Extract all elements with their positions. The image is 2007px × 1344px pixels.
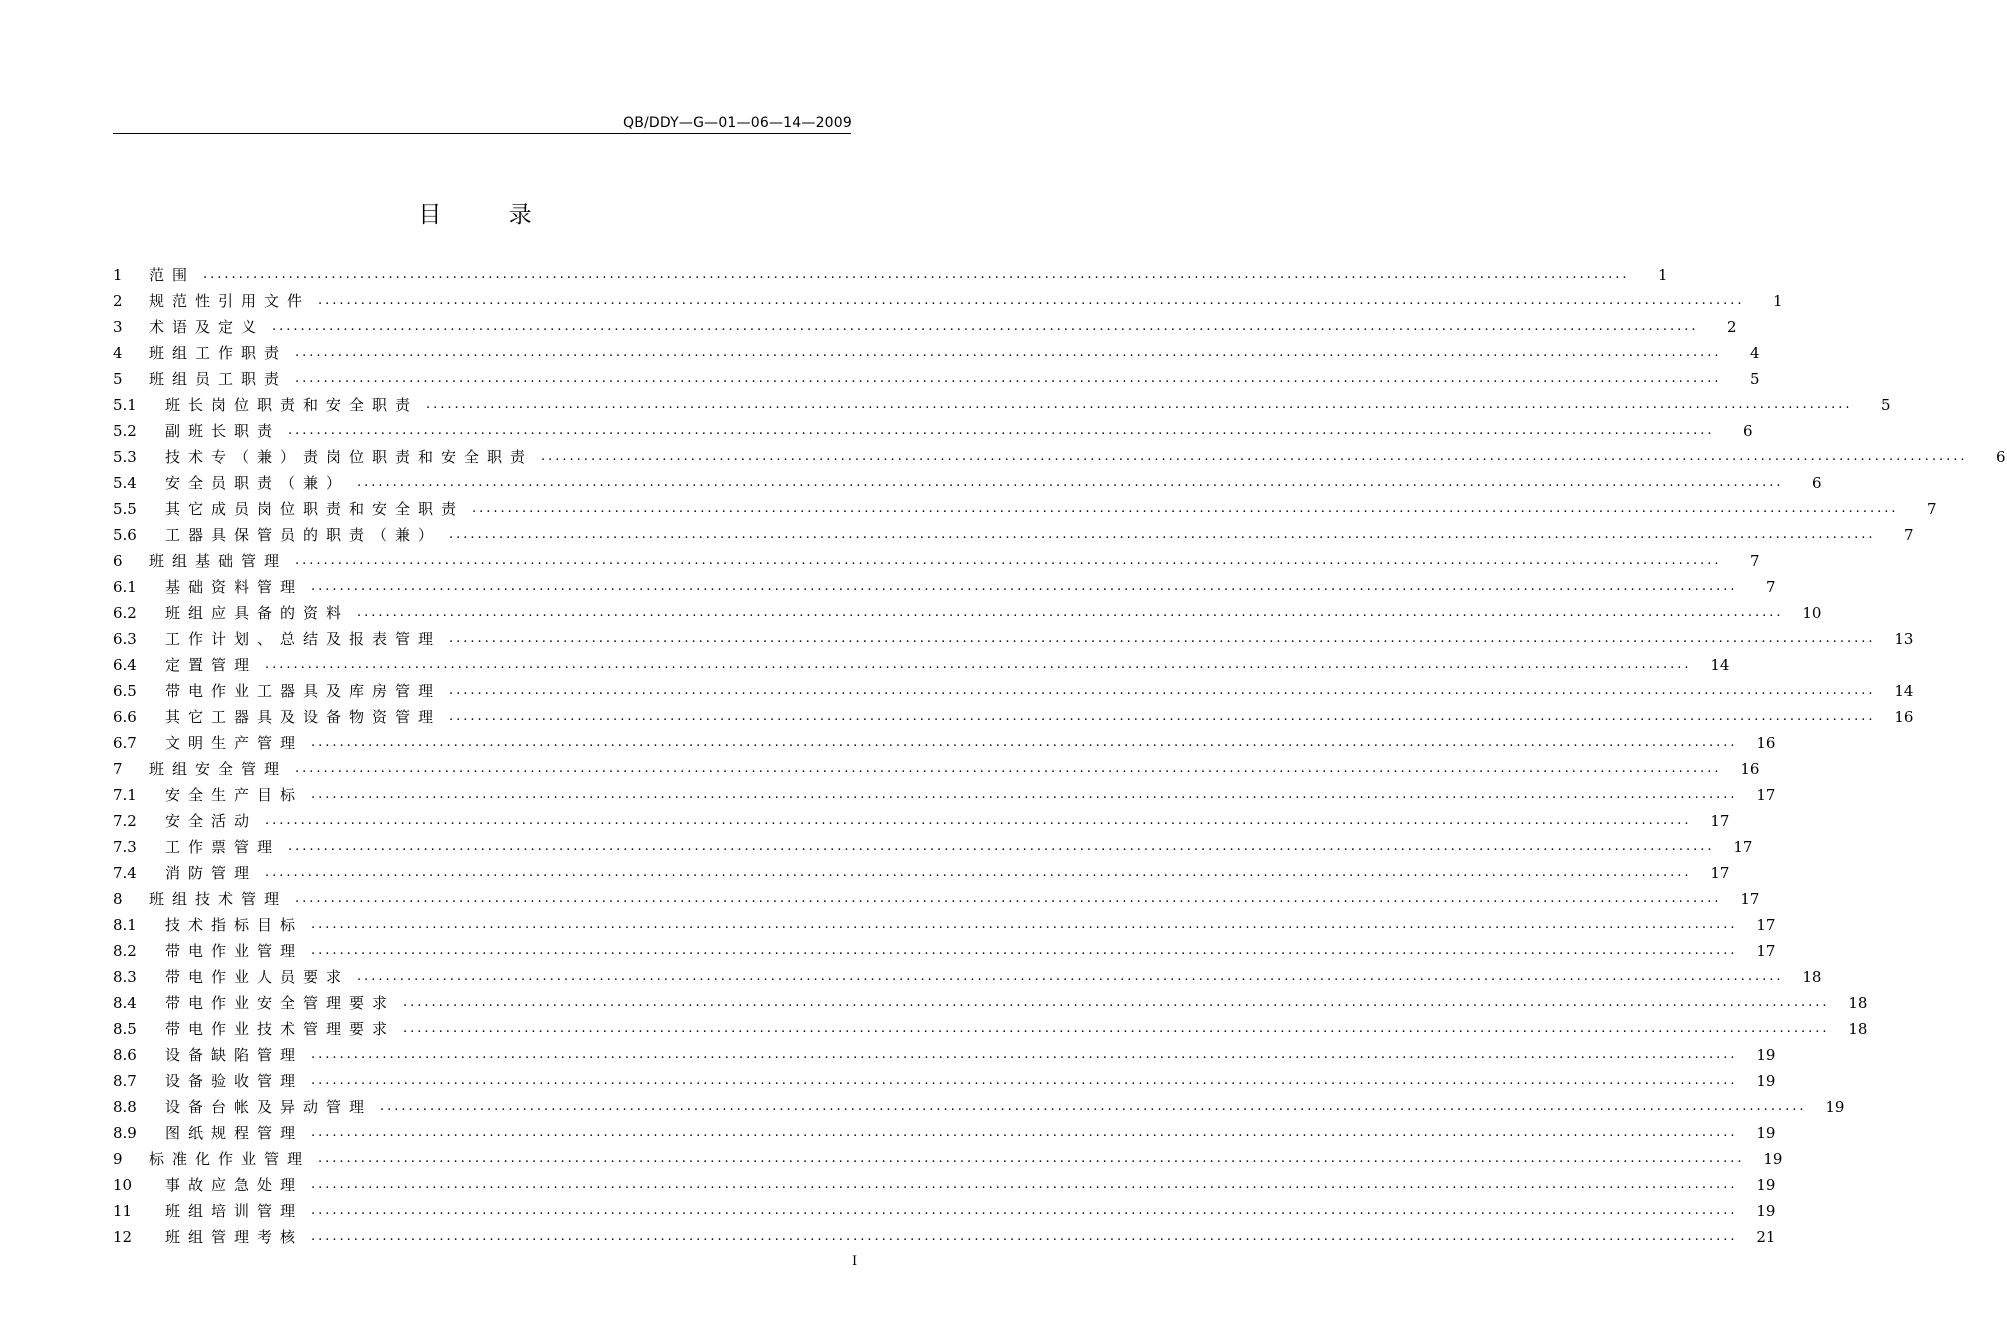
toc-leader-dots: ........................................................................................................................................................................................................	[449, 683, 1876, 698]
toc-entry-number: 5.4	[113, 474, 137, 492]
toc-entry-page: 17	[1740, 890, 1760, 908]
toc-entry[interactable]	[113, 340, 1760, 366]
toc-entry-number: 7.4	[113, 864, 137, 882]
toc-entry-label: 带电作业技术管理要求	[165, 1020, 396, 1038]
toc-leader-dots: ........................................................................................................................................................................................................	[472, 501, 1899, 516]
toc-leader-dots: ........................................................................................................................................................................................................	[311, 917, 1738, 932]
toc-entry-label: 术语及定义	[149, 318, 265, 336]
toc-leader-dots: ........................................................................................................................................................................................................	[272, 319, 1699, 334]
toc-leader-dots: ........................................................................................................................................................................................................	[357, 969, 1784, 984]
toc-entry-number: 6.5	[113, 682, 137, 700]
toc-entry-number: 3	[113, 318, 123, 336]
toc-entry[interactable]	[113, 756, 1760, 782]
toc-entry-number: 5.6	[113, 526, 137, 544]
toc-entry-page: 1	[1772, 292, 1783, 310]
toc-entry-label: 安全员职责（兼）	[165, 474, 350, 492]
toc-leader-dots: ........................................................................................................................................................................................................	[449, 631, 1876, 646]
toc-leader-dots: ........................................................................................................................................................................................................	[403, 1021, 1830, 1036]
toc-entry-number: 5.5	[113, 500, 137, 518]
toc-entry-label: 技术指标目标	[165, 916, 304, 934]
header-rule	[113, 133, 851, 134]
toc-entry-page: 19	[1763, 1150, 1783, 1168]
toc-leader-dots: ........................................................................................................................................................................................................	[311, 1203, 1738, 1218]
toc-entry-number: 6.4	[113, 656, 137, 674]
toc-leader-dots: ........................................................................................................................................................................................................	[295, 891, 1722, 906]
toc-entry[interactable]	[113, 1094, 1845, 1120]
toc-entry-label: 工器具保管员的职责（兼）	[165, 526, 442, 544]
toc-entry-label: 基础资料管理	[165, 578, 304, 596]
toc-entry-page: 16	[1756, 734, 1776, 752]
toc-entry[interactable]	[113, 418, 1753, 444]
toc-leader-dots: ........................................................................................................................................................................................................	[311, 735, 1738, 750]
toc-leader-dots: ........................................................................................................................................................................................................	[311, 1125, 1738, 1140]
table-of-contents	[113, 262, 2006, 1250]
toc-entry-page: 19	[1756, 1176, 1776, 1194]
toc-entry-number: 7.3	[113, 838, 137, 856]
toc-entry-number: 8.5	[113, 1020, 137, 1038]
toc-entry-number: 8.9	[113, 1124, 137, 1142]
toc-entry-label: 带电作业安全管理要求	[165, 994, 396, 1012]
toc-entry-page: 7	[1926, 500, 1937, 518]
toc-entry-page: 19	[1756, 1046, 1776, 1064]
toc-entry[interactable]	[113, 938, 1776, 964]
toc-entry-page: 16	[1740, 760, 1760, 778]
toc-entry-number: 6	[113, 552, 123, 570]
toc-entry-number: 2	[113, 292, 123, 310]
toc-entry-label: 班长岗位职责和安全职责	[165, 396, 419, 414]
toc-entry-page: 18	[1802, 968, 1822, 986]
toc-entry-label: 文明生产管理	[165, 734, 304, 752]
toc-entry-page: 17	[1756, 916, 1776, 934]
toc-entry-label: 规范性引用文件	[149, 292, 311, 310]
toc-entry-page: 19	[1756, 1072, 1776, 1090]
toc-entry-number: 8.8	[113, 1098, 137, 1116]
toc-entry-number: 7	[113, 760, 123, 778]
toc-entry-number: 5.2	[113, 422, 137, 440]
toc-leader-dots: ........................................................................................................................................................................................................	[357, 475, 1784, 490]
toc-entry-page: 6	[1995, 448, 2006, 466]
toc-entry[interactable]	[113, 1172, 1776, 1198]
toc-entry-label: 带电作业管理	[165, 942, 304, 960]
toc-entry[interactable]	[113, 652, 1730, 678]
toc-entry[interactable]	[113, 392, 1891, 418]
toc-entry[interactable]	[113, 444, 2006, 470]
toc-entry-label: 班组培训管理	[165, 1202, 304, 1220]
toc-leader-dots: ........................................................................................................................................................................................................	[288, 839, 1715, 854]
toc-entry-page: 2	[1726, 318, 1737, 336]
toc-entry-page: 19	[1756, 1202, 1776, 1220]
toc-entry-number: 8.7	[113, 1072, 137, 1090]
toc-entry-label: 其它成员岗位职责和安全职责	[165, 500, 465, 518]
toc-leader-dots: ........................................................................................................................................................................................................	[288, 423, 1715, 438]
toc-entry-page: 17	[1756, 786, 1776, 804]
toc-entry-page: 7	[1765, 578, 1776, 596]
toc-entry-page: 5	[1749, 370, 1760, 388]
toc-entry-label: 标准化作业管理	[149, 1150, 311, 1168]
toc-leader-dots: ........................................................................................................................................................................................................	[265, 657, 1692, 672]
toc-entry-label: 安全活动	[165, 812, 258, 830]
toc-entry[interactable]	[113, 496, 1937, 522]
toc-entry[interactable]	[113, 1042, 1776, 1068]
toc-entry-number: 8.6	[113, 1046, 137, 1064]
toc-leader-dots: ........................................................................................................................................................................................................	[311, 787, 1738, 802]
toc-leader-dots: ........................................................................................................................................................................................................	[380, 1099, 1807, 1114]
toc-entry-label: 范围	[149, 266, 196, 284]
toc-entry-label: 设备验收管理	[165, 1072, 304, 1090]
toc-entry[interactable]	[113, 574, 1776, 600]
toc-entry-number: 7.1	[113, 786, 137, 804]
toc-entry[interactable]	[113, 548, 1760, 574]
toc-entry[interactable]	[113, 730, 1776, 756]
toc-entry-page: 7	[1749, 552, 1760, 570]
toc-entry-number: 6.7	[113, 734, 137, 752]
toc-entry[interactable]	[113, 1068, 1776, 1094]
toc-entry-label: 班组员工职责	[149, 370, 288, 388]
toc-entry-number: 8.3	[113, 968, 137, 986]
toc-entry[interactable]	[113, 1224, 1776, 1250]
toc-entry[interactable]	[113, 626, 1914, 652]
toc-entry-number: 7.2	[113, 812, 137, 830]
toc-entry-page: 1	[1657, 266, 1668, 284]
toc-leader-dots: ........................................................................................................................................................................................................	[318, 1151, 1745, 1166]
toc-entry[interactable]	[113, 1016, 1868, 1042]
toc-entry[interactable]	[113, 262, 1668, 288]
toc-leader-dots: ........................................................................................................................................................................................................	[295, 761, 1722, 776]
toc-entry[interactable]	[113, 288, 1783, 314]
toc-entry-number: 8.1	[113, 916, 137, 934]
toc-entry-page: 19	[1825, 1098, 1845, 1116]
toc-entry-page: 16	[1894, 708, 1914, 726]
toc-entry[interactable]	[113, 834, 1753, 860]
toc-entry[interactable]	[113, 678, 1914, 704]
toc-entry-page: 17	[1756, 942, 1776, 960]
toc-entry-label: 设备缺陷管理	[165, 1046, 304, 1064]
toc-entry-number: 11	[113, 1202, 133, 1220]
toc-entry-number: 6.6	[113, 708, 137, 726]
toc-entry-label: 消防管理	[165, 864, 258, 882]
toc-entry-number: 12	[113, 1228, 133, 1246]
toc-entry-label: 班组基础管理	[149, 552, 288, 570]
toc-entry-label: 事故应急处理	[165, 1176, 304, 1194]
toc-entry-page: 4	[1749, 344, 1760, 362]
toc-entry-label: 图纸规程管理	[165, 1124, 304, 1142]
toc-entry-label: 设备台帐及异动管理	[165, 1098, 373, 1116]
toc-leader-dots: ........................................................................................................................................................................................................	[203, 267, 1630, 282]
toc-entry[interactable]	[113, 808, 1730, 834]
toc-entry-number: 10	[113, 1176, 133, 1194]
toc-leader-dots: ........................................................................................................................................................................................................	[449, 709, 1876, 724]
toc-entry-page: 19	[1756, 1124, 1776, 1142]
toc-entry-number: 8.2	[113, 942, 137, 960]
toc-entry[interactable]	[113, 782, 1776, 808]
toc-entry[interactable]	[113, 886, 1760, 912]
toc-leader-dots: ........................................................................................................................................................................................................	[311, 943, 1738, 958]
toc-entry-label: 带电作业人员要求	[165, 968, 350, 986]
toc-entry-label: 其它工器具及设备物资管理	[165, 708, 442, 726]
toc-leader-dots: ........................................................................................................................................................................................................	[311, 1177, 1738, 1192]
toc-entry-page: 5	[1880, 396, 1891, 414]
toc-entry-number: 9	[113, 1150, 123, 1168]
toc-leader-dots: ........................................................................................................................................................................................................	[311, 579, 1738, 594]
toc-leader-dots: ........................................................................................................................................................................................................	[295, 553, 1722, 568]
toc-leader-dots: ........................................................................................................................................................................................................	[295, 345, 1722, 360]
toc-entry-label: 班组技术管理	[149, 890, 288, 908]
toc-leader-dots: ........................................................................................................................................................................................................	[541, 449, 1968, 464]
toc-entry-page: 10	[1802, 604, 1822, 622]
toc-entry[interactable]	[113, 314, 1737, 340]
toc-entry-label: 工作计划、总结及报表管理	[165, 630, 442, 648]
toc-entry-label: 安全生产目标	[165, 786, 304, 804]
toc-entry-page: 17	[1710, 812, 1730, 830]
toc-leader-dots: ........................................................................................................................................................................................................	[449, 527, 1876, 542]
toc-entry[interactable]	[113, 1146, 1783, 1172]
toc-entry[interactable]	[113, 522, 1914, 548]
toc-leader-dots: ........................................................................................................................................................................................................	[403, 995, 1830, 1010]
toc-entry[interactable]	[113, 366, 1760, 392]
toc-leader-dots: ........................................................................................................................................................................................................	[265, 865, 1692, 880]
document-code: QB/DDY—G—01—06—14—2009	[622, 115, 852, 131]
toc-entry[interactable]	[113, 860, 1730, 886]
toc-entry-page: 21	[1756, 1228, 1776, 1246]
toc-entry-label: 技术专（兼）责岗位职责和安全职责	[165, 448, 534, 466]
toc-leader-dots: ........................................................................................................................................................................................................	[265, 813, 1692, 828]
toc-entry-label: 定置管理	[165, 656, 258, 674]
toc-entry-page: 17	[1733, 838, 1753, 856]
toc-entry-number: 1	[113, 266, 123, 284]
toc-entry-number: 6.2	[113, 604, 137, 622]
toc-entry[interactable]	[113, 470, 1822, 496]
toc-entry-number: 5	[113, 370, 123, 388]
toc-leader-dots: ........................................................................................................................................................................................................	[311, 1229, 1738, 1244]
toc-entry-label: 工作票管理	[165, 838, 281, 856]
toc-entry-page: 18	[1848, 994, 1868, 1012]
toc-entry-page: 18	[1848, 1020, 1868, 1038]
toc-leader-dots: ........................................................................................................................................................................................................	[318, 293, 1745, 308]
toc-entry[interactable]	[113, 964, 1822, 990]
toc-entry-label: 班组管理考核	[165, 1228, 304, 1246]
toc-entry-number: 5.1	[113, 396, 137, 414]
toc-entry-page: 14	[1710, 656, 1730, 674]
toc-entry-number: 8.4	[113, 994, 137, 1012]
toc-entry-number: 4	[113, 344, 123, 362]
toc-leader-dots: ........................................................................................................................................................................................................	[357, 605, 1784, 620]
toc-entry-number: 8	[113, 890, 123, 908]
toc-entry-label: 班组安全管理	[149, 760, 288, 778]
toc-title: 目 录	[418, 202, 562, 228]
toc-entry-number: 5.3	[113, 448, 137, 466]
toc-entry-label: 班组应具备的资料	[165, 604, 350, 622]
toc-leader-dots: ........................................................................................................................................................................................................	[295, 371, 1722, 386]
toc-entry-page: 6	[1811, 474, 1822, 492]
toc-entry[interactable]	[113, 600, 1822, 626]
toc-entry[interactable]	[113, 912, 1776, 938]
footer-page-number: I	[852, 1254, 858, 1269]
toc-entry-page: 17	[1710, 864, 1730, 882]
toc-entry-number: 6.1	[113, 578, 137, 596]
toc-entry[interactable]	[113, 1120, 1776, 1146]
toc-leader-dots: ........................................................................................................................................................................................................	[311, 1047, 1738, 1062]
toc-leader-dots: ........................................................................................................................................................................................................	[426, 397, 1853, 412]
toc-entry-page: 14	[1894, 682, 1914, 700]
toc-entry[interactable]	[113, 704, 1914, 730]
toc-entry-label: 副班长职责	[165, 422, 281, 440]
toc-entry-label: 带电作业工器具及库房管理	[165, 682, 442, 700]
toc-entry-number: 6.3	[113, 630, 137, 648]
toc-entry[interactable]	[113, 1198, 1776, 1224]
toc-entry-label: 班组工作职责	[149, 344, 288, 362]
toc-entry-page: 6	[1742, 422, 1753, 440]
toc-entry-page: 7	[1903, 526, 1914, 544]
toc-entry-page: 13	[1894, 630, 1914, 648]
toc-leader-dots: ........................................................................................................................................................................................................	[311, 1073, 1738, 1088]
toc-entry[interactable]	[113, 990, 1868, 1016]
